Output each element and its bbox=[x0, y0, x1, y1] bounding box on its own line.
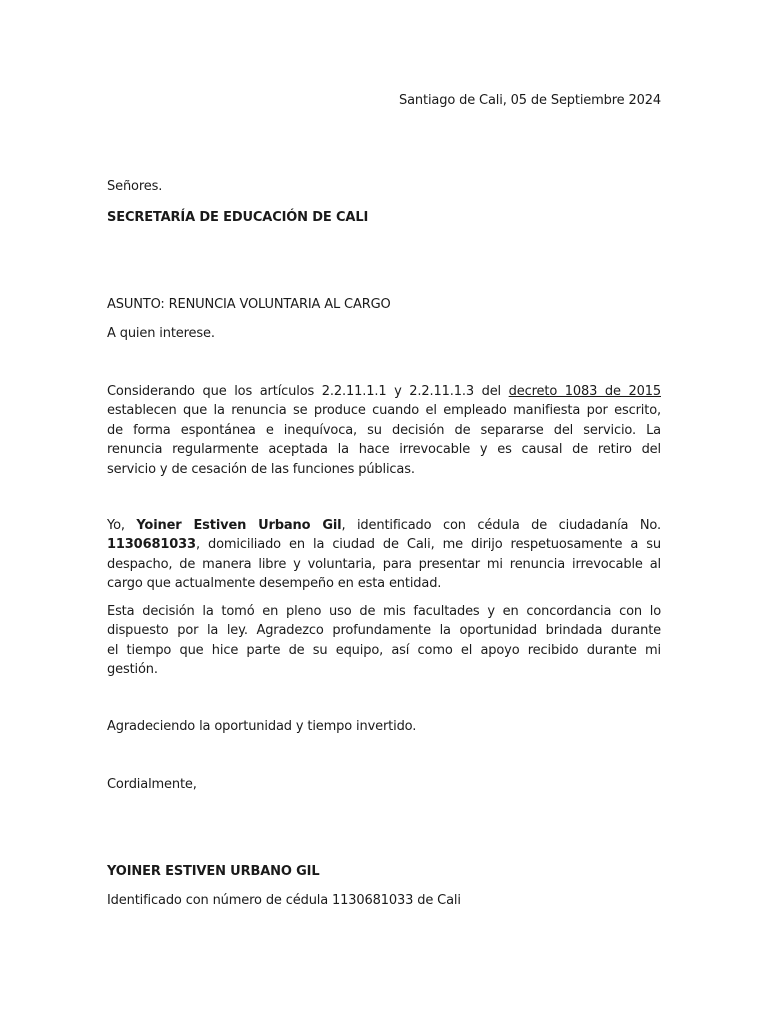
paragraph-line: de forma espontánea e inequívoca, su decisión de separarse del servicio. La bbox=[107, 422, 661, 438]
paragraph-line bbox=[107, 516, 661, 535]
paragraph-text: Yo, bbox=[107, 518, 125, 533]
paragraph-decision bbox=[107, 602, 661, 680]
paragraph-text: , domiciliado en la ciudad de Cali, me dirijo respetuosamente a su bbox=[195, 537, 661, 553]
subject-line: ASUNTO: RENUNCIA VOLUNTARIA AL CARGO bbox=[107, 297, 391, 312]
paragraph-text: , identificado con cédula de ciudadanía No. bbox=[341, 518, 661, 533]
paragraph-line bbox=[107, 535, 661, 554]
paragraph-line: establecen que la renuncia se produce cuando el empleado manifiesta por escrito, bbox=[107, 403, 661, 419]
paragraph-line: cargo que actualmente desempeño en esta entidad. bbox=[107, 576, 442, 592]
paragraph-line: dispuesto por la ley. Agradezco profundamente la oportunidad brindada durante bbox=[107, 623, 661, 639]
paragraph-line: renuncia regularmente aceptada la hace irrevocable y es causal de retiro del bbox=[107, 442, 661, 458]
signature-name: YOINER ESTIVEN URBANO GIL bbox=[107, 864, 320, 879]
closing: Cordialmente, bbox=[107, 777, 197, 792]
paragraph-considering bbox=[107, 382, 661, 479]
paragraph-line: servicio y de cesación de las funciones públicas. bbox=[107, 461, 415, 477]
signature-id: Identificado con número de cédula 1130681033 de Cali bbox=[107, 893, 461, 908]
letter-date: Santiago de Cali, 05 de Septiembre 2024 bbox=[399, 93, 661, 108]
paragraph-line: despacho, de manera libre y voluntaria, para presentar mi renuncia irrevocable al bbox=[107, 556, 661, 572]
thanks-line: Agradeciendo la oportunidad y tiempo invertido. bbox=[107, 719, 417, 734]
paragraph-declaration bbox=[107, 516, 661, 594]
salutation: Señores. bbox=[107, 179, 163, 194]
greeting: A quien interese. bbox=[107, 326, 215, 341]
paragraph-text: Considerando que los artículos 2.2.11.1.1 y 2.2.11.1.3 del bbox=[107, 384, 502, 399]
recipient: SECRETARÍA DE EDUCACIÓN DE CALI bbox=[107, 210, 369, 225]
employee-name: Yoiner Estiven Urbano Gil bbox=[136, 518, 342, 533]
paragraph-line bbox=[107, 382, 661, 401]
decree-link[interactable]: decreto 1083 de 2015 bbox=[508, 384, 661, 399]
paragraph-line: gestión. bbox=[107, 662, 158, 678]
id-number: 1130681033 bbox=[107, 537, 196, 553]
paragraph-line: el tiempo que hice parte de su equipo, así como el apoyo recibido durante mi bbox=[107, 642, 661, 658]
paragraph-line: Esta decisión la tomó en pleno uso de mis facultades y en concordancia con lo bbox=[107, 604, 661, 619]
